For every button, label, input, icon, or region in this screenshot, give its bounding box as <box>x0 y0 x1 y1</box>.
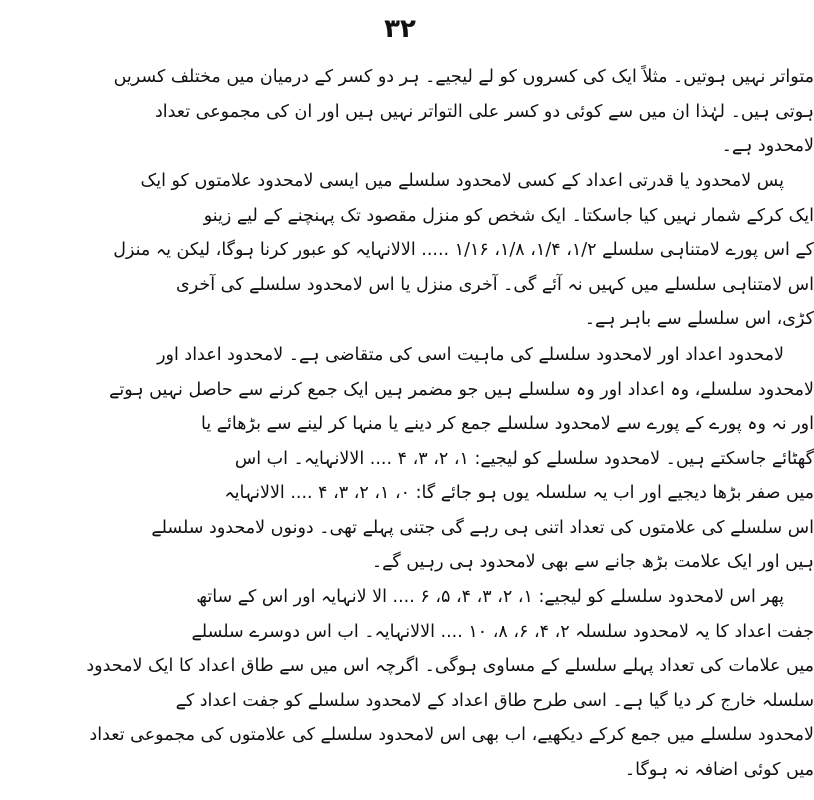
paragraph-4 <box>86 580 814 787</box>
text-line: گھٹائے جاسکتے ہیں۔ لامحدود سلسلے کو لیجیے: ۱، ۲، ۳، ۴ .... الالانہایہ۔ اب اس <box>234 448 814 469</box>
text-line: اس لامتناہی سلسلے میں کہیں نہ آئے گی۔ آخری منزل یا اس لامحدود سلسلے کی آخری <box>176 274 814 295</box>
text-line: متواتر نہیں ہوتیں۔ مثلاً ایک کی کسروں کو لے لیجیے۔ ہر دو کسر کے درمیان میں مختلف کسریں <box>113 67 814 87</box>
text-line: سلسلہ خارج کر دیا گیا ہے۔ اسی طرح طاق اعداد کے لامحدود سلسلے کو جفت اعداد کے <box>175 690 814 711</box>
text-line: ایک کرکے شمار نہیں کیا جاسکتا۔ ایک شخص کو منزل مقصود تک پہنچنے کے لیے زینو <box>203 205 814 226</box>
text-line: ہوتی ہیں۔ لہٰذا ان میں سے کوئی دو کسر علی التواتر نہیں ہیں اور ان کی مجموعی تعداد <box>154 101 814 122</box>
text-line: کڑی، اس سلسلے سے باہر ہے۔ <box>584 309 814 329</box>
text-line: اس سلسلے کی علامتوں کی تعداد اتنی ہی رہے گی جتنی پہلے تھی۔ دونوں لامحدود سلسلے <box>151 517 814 538</box>
text-line: لامحدود سلسلے، وہ اعداد اور وہ سلسلے ہیں جو مضمر ہیں ایک جمع کرنے سے حاصل نہیں ہوتے <box>109 379 814 400</box>
paragraph-1 <box>113 60 814 164</box>
text-line: ہیں اور ایک علامت بڑھ جانے سے بھی لامحدود ہی رہیں گے۔ <box>371 552 814 572</box>
paragraph-2 <box>113 164 814 337</box>
text-line: میں علامات کی تعداد پہلے سلسلے کے مساوی ہوگی۔ اگرچہ اس میں سے طاق اعداد کا ایک لامحدود <box>86 656 814 676</box>
paragraph-3 <box>109 338 814 580</box>
text-line: جفت اعداد کا یہ لامحدود سلسلہ ۲، ۴، ۶، ۸، ۱۰ .... الالانہایہ۔ اب اس دوسرے سلسلے <box>191 621 814 642</box>
text-line: لامحدود سلسلے میں جمع کرکے دیکھیے، اب بھی اس لامحدود سلسلے کی علامتوں کی مجموعی تعداد <box>89 725 814 745</box>
text-line: اور نہ وہ پورے کے پورے سے لامحدود سلسلے جمع کر دینے یا منہا کر لینے سے بڑھائے یا <box>201 414 814 434</box>
text-line: لامحدود اعداد اور لامحدود سلسلے کی ماہیت اسی کی متقاضی ہے۔ لامحدود اعداد اور <box>157 345 784 365</box>
page-number: ۳۲ <box>384 14 416 44</box>
text-line: لامحدود ہے۔ <box>721 136 814 156</box>
text-line: میں صفر بڑھا دیجیے اور اب یہ سلسلہ یوں ہو جائے گا: ۰، ۱، ۲، ۳، ۴ .... الالانہایہ <box>224 483 814 503</box>
text-line: کے اس پورے لامتناہی سلسلے ۱/۲، ۱/۴، ۱/۸، ۱/۱۶ ..... الالانہایہ کو عبور کرنا ہوگا، لیکن یہ منزل <box>113 240 814 260</box>
text-line: پھر اس لامحدود سلسلے کو لیجیے: ۱، ۲، ۳، ۴، ۵، ۶ .... الا لانہایہ اور اس کے ساتھ <box>196 587 784 607</box>
text-line: میں کوئی اضافہ نہ ہوگا۔ <box>624 759 814 780</box>
text-line: پس لامحدود یا قدرتی اعداد کے کسی لامحدود سلسلے میں ایسی لامحدود علامتوں کو ایک <box>140 171 784 191</box>
